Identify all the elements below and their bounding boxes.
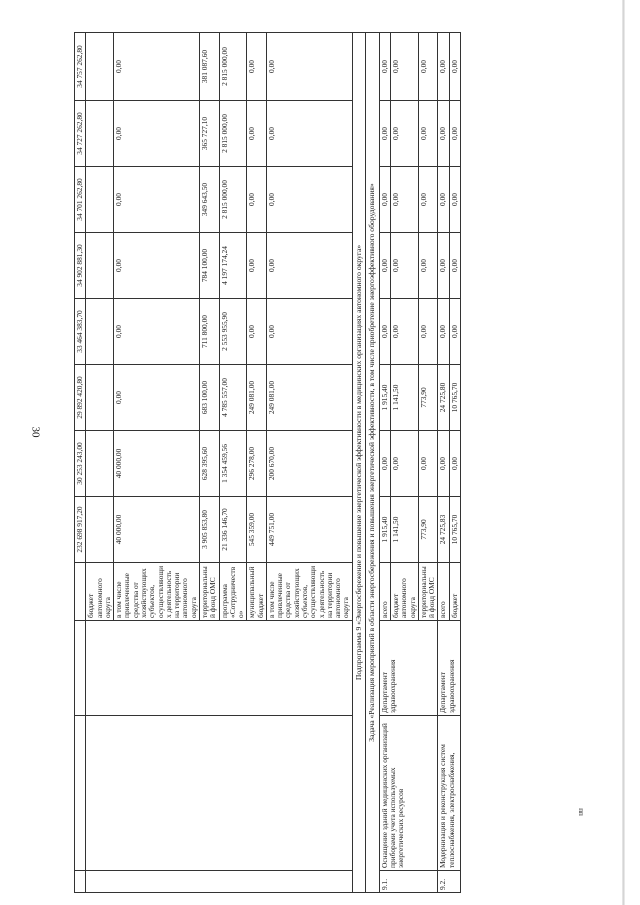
value-cell: 0,00 [379, 33, 390, 101]
rotated-table-wrapper [74, 33, 574, 893]
value-cell: 711 800,00 [199, 299, 219, 365]
source-cell: программа «Сотрудничество» [219, 563, 247, 621]
empty-cell [75, 871, 86, 893]
value-cell: 0,00 [449, 33, 460, 101]
value-cell: 683 100,00 [199, 365, 219, 431]
value-cell: 0,00 [114, 167, 200, 233]
value-cell [86, 365, 114, 431]
value-cell: 449 751,00 [266, 497, 352, 563]
value-cell: 296 278,00 [247, 431, 267, 497]
value-cell: 249 081,00 [266, 365, 352, 431]
value-cell: 0,00 [114, 299, 200, 365]
value-cell: 0,00 [418, 33, 438, 101]
value-cell: 0,00 [449, 431, 460, 497]
value-cell: 0,00 [438, 101, 449, 167]
value-cell: 381 087,60 [199, 33, 219, 101]
source-cell: бюджет автономного округа [86, 563, 114, 621]
value-cell: 1 141,50 [391, 365, 419, 431]
value-cell: 0,00 [438, 299, 449, 365]
value-cell: 0,00 [449, 167, 460, 233]
value-cell [86, 431, 114, 497]
value-cell: 0,00 [391, 233, 419, 299]
page-number: 30 [29, 426, 42, 438]
value-cell: 10 765,70 [449, 365, 460, 431]
subprogram-row [352, 33, 366, 893]
value-cell: 0,00 [114, 365, 200, 431]
table-row [438, 33, 449, 893]
value-cell: 0,00 [114, 33, 200, 101]
footer-mark: пп [576, 808, 585, 816]
scan-edge [622, 0, 625, 905]
value-cell: 0,00 [379, 431, 390, 497]
value-cell: 0,00 [247, 299, 267, 365]
value-cell: 773,90 [418, 497, 438, 563]
value-cell: 0,00 [438, 431, 449, 497]
value-cell: 0,00 [266, 101, 352, 167]
value-cell [86, 33, 114, 101]
value-cell: 10 765,70 [449, 497, 460, 563]
empty-cell [75, 563, 86, 621]
value-cell [86, 299, 114, 365]
value-cell: 0,00 [449, 101, 460, 167]
value-cell: 34 727 262,80 [75, 101, 86, 167]
item-number: 9.2. [438, 871, 461, 893]
source-cell: муниципальный бюджет [247, 563, 267, 621]
value-cell: 2 815 000,00 [219, 101, 247, 167]
value-cell: 0,00 [391, 101, 419, 167]
source-cell: всего [438, 563, 449, 621]
value-cell: 0,00 [418, 299, 438, 365]
value-cell: 365 727,10 [199, 101, 219, 167]
value-cell: 0,00 [438, 167, 449, 233]
source-cell: в том числе привлеченные средства от хозяйствующих субъектов, осуществляющих деятельность на территории автономного округа [266, 563, 352, 621]
value-cell: 0,00 [418, 233, 438, 299]
value-cell: 0,00 [247, 101, 267, 167]
value-cell: 0,00 [266, 33, 352, 101]
value-cell: 0,00 [379, 101, 390, 167]
value-cell: 0,00 [247, 33, 267, 101]
budget-table [74, 32, 461, 893]
value-cell: 0,00 [391, 431, 419, 497]
value-cell: 1 141,50 [391, 497, 419, 563]
value-cell: 0,00 [391, 167, 419, 233]
value-cell: 0,00 [114, 233, 200, 299]
table-row [75, 33, 86, 893]
value-cell: 40 000,00 [114, 497, 200, 563]
value-cell: 29 892 420,80 [75, 365, 86, 431]
value-cell: 0,00 [114, 101, 200, 167]
value-cell: 0,00 [379, 233, 390, 299]
source-cell: бюджет автономного округа [391, 563, 419, 621]
value-cell: 2 815 000,00 [219, 33, 247, 101]
value-cell: 4 785 557,00 [219, 365, 247, 431]
value-cell: 40 000,00 [114, 431, 200, 497]
value-cell: 0,00 [379, 167, 390, 233]
empty-cell [75, 621, 86, 716]
task-title: Задача «Реализация мероприятий в области энергосбережения и повышения энергетической эффективности, в том числе приобретение энергоэффективного оборудования» [366, 33, 380, 893]
task-row [366, 33, 380, 893]
value-cell: 628 395,60 [199, 431, 219, 497]
value-cell: 0,00 [379, 299, 390, 365]
value-cell: 0,00 [418, 167, 438, 233]
value-cell: 0,00 [438, 233, 449, 299]
empty-cell [86, 716, 352, 871]
value-cell: 34 902 881,30 [75, 233, 86, 299]
item-executor: Департамент здравоохранения [379, 621, 438, 716]
value-cell: 0,00 [449, 299, 460, 365]
empty-cell [75, 716, 86, 871]
value-cell: 249 081,00 [247, 365, 267, 431]
source-cell: всего [379, 563, 390, 621]
empty-cell [86, 871, 352, 893]
value-cell: 33 464 383,70 [75, 299, 86, 365]
value-cell: 34 701 262,80 [75, 167, 86, 233]
value-cell: 24 725,83 [438, 497, 449, 563]
value-cell: 34 757 262,80 [75, 33, 86, 101]
empty-cell [86, 621, 352, 716]
value-cell: 2 553 955,90 [219, 299, 247, 365]
value-cell: 0,00 [247, 233, 267, 299]
value-cell: 0,00 [266, 299, 352, 365]
item-name: Оснащение зданий медицинских организаций приборами учета используемых энергетических ресурсов [379, 716, 438, 871]
item-number: 9.1. [379, 871, 438, 893]
source-cell: бюджет [449, 563, 460, 621]
value-cell: 0,00 [391, 299, 419, 365]
source-cell: в том числе привлеченные средства от хозяйствующих субъектов, осуществляющих деятельность на территории автономного округа [114, 563, 200, 621]
value-cell: 0,00 [438, 33, 449, 101]
value-cell: 24 725,80 [438, 365, 449, 431]
table-row [379, 33, 390, 893]
value-cell: 0,00 [449, 233, 460, 299]
value-cell: 0,00 [418, 431, 438, 497]
subprogram-title: Подпрограмма 9 «Энергосбережение и повышение энергетической эффективности в медицинских организациях автономного округа» [352, 33, 366, 893]
value-cell: 1 354 459,56 [219, 431, 247, 497]
value-cell [86, 101, 114, 167]
value-cell: 1 915,40 [379, 365, 390, 431]
value-cell: 0,00 [266, 167, 352, 233]
value-cell [86, 233, 114, 299]
value-cell: 0,00 [391, 33, 419, 101]
value-cell: 3 905 853,80 [199, 497, 219, 563]
table-row [86, 33, 114, 893]
value-cell: 200 670,00 [266, 431, 352, 497]
value-cell [86, 497, 114, 563]
table-body [75, 33, 461, 893]
value-cell: 0,00 [266, 233, 352, 299]
value-cell: 2 815 000,00 [219, 167, 247, 233]
value-cell: 232 698 917,20 [75, 497, 86, 563]
value-cell: 784 100,00 [199, 233, 219, 299]
value-cell: 1 915,40 [379, 497, 390, 563]
value-cell: 0,00 [247, 167, 267, 233]
source-cell: территориальный фонд ОМС [199, 563, 219, 621]
value-cell: 773,90 [418, 365, 438, 431]
value-cell: 0,00 [418, 101, 438, 167]
item-executor: Департамент здравоохранения [438, 621, 461, 716]
value-cell: 21 336 146,70 [219, 497, 247, 563]
value-cell: 4 197 174,24 [219, 233, 247, 299]
value-cell: 349 643,50 [199, 167, 219, 233]
value-cell: 30 253 243,00 [75, 431, 86, 497]
source-cell: территориальный фонд ОМС [418, 563, 438, 621]
value-cell [86, 167, 114, 233]
value-cell: 545 359,00 [247, 497, 267, 563]
item-name: Модернизация и реконструкция систем теплоснабжения, электроснабжения, [438, 716, 461, 871]
